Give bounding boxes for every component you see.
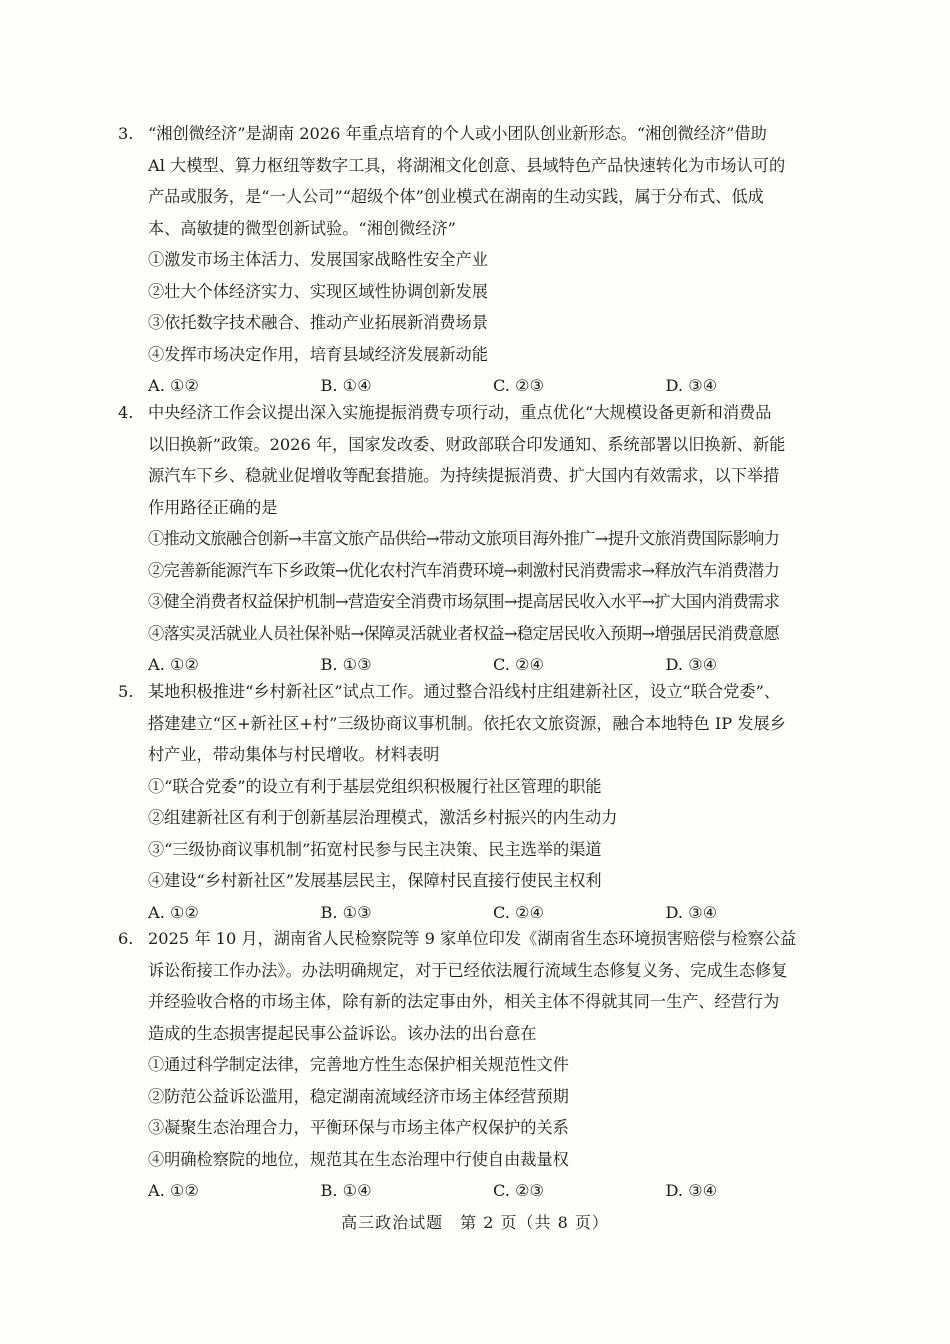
question-stem (118, 397, 838, 523)
stem-line: “湘创微经济”是湖南 2026 年重点培育的个人或小团队创业新形态。“湘创微经济”借助 (148, 124, 767, 143)
statement-option: ④落实灵活就业人员社保补贴→保障灵活就业者权益→稳定居民收入预期→增强居民消费意愿 (148, 623, 780, 643)
question-number: 4. (118, 403, 134, 422)
statement-option: ③健全消费者权益保护机制→营造安全消费市场氛围→提高居民收入水平→扩大国内消费需求 (148, 592, 780, 611)
choice-c: C. ②④ (493, 902, 545, 922)
stem-line: 2025 年 10 月，湖南省人民检察院等 9 家单位印发《湖南省生态环境损害赔偿与检察公益 (148, 929, 797, 948)
choice-c: C. ②③ (493, 376, 545, 395)
stem-line: 并经验收合格的市场主体，除有新的法定事由外，相关主体不得就其同一生产、经营行为 (148, 992, 780, 1011)
stem-line: 本、高敏捷的微型创新试验。“湘创微经济” (148, 218, 456, 238)
question-3 (118, 118, 838, 402)
stem-line: 村产业，带动集体与村民增收。材料表明 (148, 745, 440, 764)
choice-c: C. ②④ (493, 655, 545, 674)
stem-line: 诉讼衔接工作办法》。办法明确规定，对于已经依法履行流域生态修复义务、完成生态修复 (148, 960, 788, 980)
choice-a: A. ①② (148, 655, 200, 674)
stem-line: 搭建建立“区+新社区+村”三级协商议事机制。依托农文旅资源，融合本地特色 IP 发展乡 (148, 713, 786, 733)
choice-b: B. ①④ (320, 376, 372, 395)
choice-b: B. ①④ (320, 1181, 372, 1200)
question-stem (118, 676, 838, 771)
stem-line: Al 大模型、算力枢纽等数字工具，将湖湘文化创意、县域特色产品快速转化为市场认可的 (148, 155, 786, 175)
statement-option: ①“联合党委”的设立有利于基层党组织积极履行社区管理的职能 (148, 776, 602, 796)
statement-option: ②完善新能源汽车下乡政策→优化农村汽车消费环境→刺激村民消费需求→释放汽车消费潜力 (148, 560, 780, 580)
choice-d: D. ③④ (665, 902, 718, 922)
choice-d: D. ③④ (665, 376, 718, 395)
question-5 (118, 676, 838, 928)
choice-a: A. ①② (148, 1181, 200, 1200)
statement-option: ③凝聚生态治理合力，平衡环保与市场主体产权保护的关系 (148, 1118, 569, 1137)
statement-option: ①推动文旅融合创新→丰富文旅产品供给→带动文旅项目海外推广→提升文旅消费国际影响力 (148, 529, 780, 548)
statement-option: ①通过科学制定法律，完善地方性生态保护相关规范性文件 (148, 1055, 569, 1074)
stem-line: 中央经济工作会议提出深入实施提振消费专项行动，重点优化“大规模设备更新和消费品 (148, 403, 772, 422)
statement-option: ③“三级协商议事机制”拓宽村民参与民主决策、民主选举的渠道 (148, 839, 602, 859)
choice-b: B. ①③ (320, 655, 372, 674)
choice-d: D. ③④ (665, 655, 718, 674)
stem-line: 造成的生态损害提起民事公益诉讼。该办法的出台意在 (148, 1023, 537, 1043)
statement-option: ②防范公益诉讼滥用，稳定湖南流域经济市场主体经营预期 (148, 1086, 569, 1106)
choice-a: A. ①② (148, 902, 200, 922)
question-6 (118, 923, 838, 1207)
choice-b: B. ①③ (320, 902, 372, 922)
stem-line: 作用路径正确的是 (148, 497, 278, 517)
answer-choices (118, 1175, 838, 1207)
page-footer: 高三政治试题 第 2 页（共 8 页） (341, 1213, 609, 1232)
question-number: 5. (118, 682, 134, 701)
question-number: 3. (118, 124, 134, 143)
stem-line: 以旧换新”政策。2026 年，国家发改委、财政部联合印发通知、系统部署以旧换新、新能 (148, 434, 786, 454)
statement-option: ②壮大个体经济实力、实现区域性协调创新发展 (148, 281, 488, 301)
choice-a: A. ①② (148, 376, 200, 395)
choice-c: C. ②③ (493, 1181, 545, 1200)
stem-line: 产品或服务，是“一人公司”“超级个体”创业模式在湖南的生动实践，属于分布式、低成 (148, 187, 764, 206)
statement-option: ②组建新社区有利于创新基层治理模式，激活乡村振兴的内生动力 (148, 808, 618, 827)
stem-line: 源汽车下乡、稳就业促增收等配套措施。为持续提振消费、扩大国内有效需求，以下举措 (148, 466, 780, 485)
question-4 (118, 397, 838, 681)
question-stem (118, 118, 838, 244)
statement-option: ④发挥市场决定作用，培育县域经济发展新动能 (148, 344, 488, 364)
statement-option: ④明确检察院的地位，规范其在生态治理中行使自由裁量权 (148, 1149, 569, 1169)
choice-d: D. ③④ (665, 1181, 718, 1200)
statement-option: ①激发市场主体活力、发展国家战略性安全产业 (148, 250, 488, 269)
statement-option: ④建设“乡村新社区”发展基层民主，保障村民直接行使民主权利 (148, 871, 602, 890)
question-number: 6. (118, 929, 134, 948)
statement-option: ③依托数字技术融合、推动产业拓展新消费场景 (148, 313, 488, 332)
question-stem (118, 923, 838, 1049)
stem-line: 某地积极推进“乡村新社区”试点工作。通过整合沿线村庄组建新社区，设立“联合党委”、 (148, 682, 781, 701)
